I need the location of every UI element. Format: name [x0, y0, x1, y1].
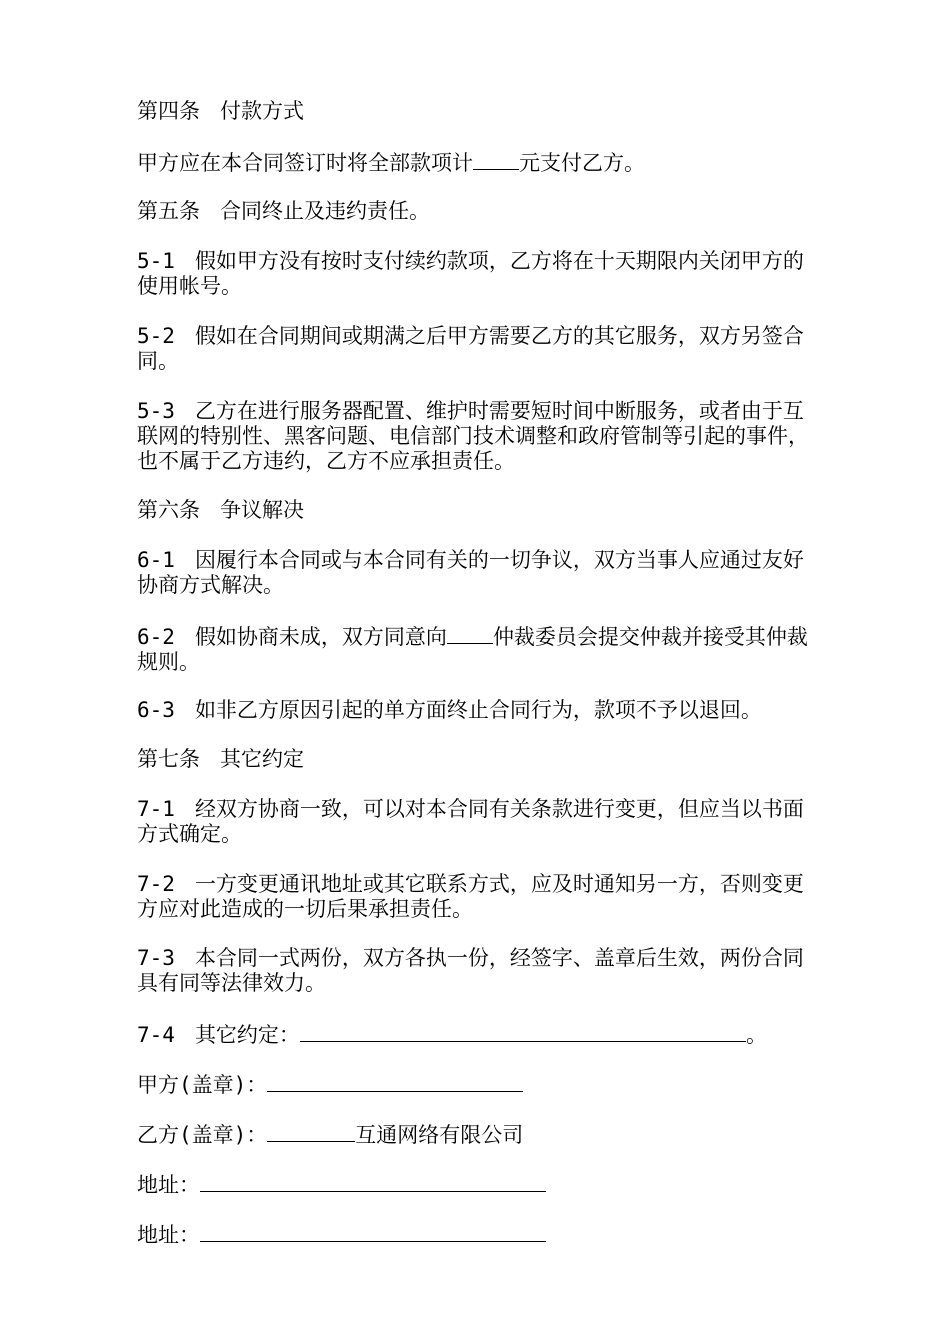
- clause-number: 6-1: [137, 548, 175, 572]
- article-number: 第六条: [137, 498, 200, 522]
- address-a-blank: [200, 1171, 546, 1192]
- payment-text-end: 元支付乙方。: [519, 151, 645, 175]
- address-b-blank: [200, 1221, 546, 1242]
- address-b: [137, 1221, 817, 1248]
- article-7-title: [137, 747, 817, 772]
- clause-6-1: [137, 548, 817, 598]
- article-heading: 争议解决: [220, 498, 304, 522]
- clause-5-1: [137, 249, 817, 299]
- article-4-text: [137, 149, 817, 176]
- clause-text: 假如在合同期间或期满之后甲方需要乙方的其它服务，双方另签合同。: [137, 324, 804, 373]
- clause-text: 经双方协商一致，可以对本合同有关条款进行变更，但应当以书面方式确定。: [137, 797, 804, 846]
- clause-6-2: [137, 623, 817, 675]
- amount-blank: [473, 149, 519, 170]
- clause-label: 其它约定：: [194, 1023, 300, 1047]
- clause-number: 7-1: [137, 797, 175, 821]
- party-a-blank: [267, 1071, 523, 1092]
- clause-end: 。: [745, 1023, 767, 1047]
- article-number: 第五条: [137, 199, 200, 223]
- clause-number: 7-4: [137, 1023, 175, 1047]
- address-a: [137, 1171, 817, 1198]
- article-number: 第七条: [137, 747, 200, 771]
- article-6-title: [137, 498, 817, 523]
- clause-text: 本合同一式两份，双方各执一份，经签字、盖章后生效，两份合同具有同等法律效力。: [137, 946, 804, 995]
- clause-number: 5-1: [137, 249, 175, 273]
- clause-text: 一方变更通讯地址或其它联系方式，应及时通知另一方，否则变更方应对此造成的一切后果承担责任。: [137, 872, 804, 921]
- article-4-title: [137, 99, 817, 124]
- clause-text: 假如协商未成，双方同意向: [194, 625, 447, 649]
- party-b-name: 互通网络有限公司: [355, 1123, 524, 1147]
- party-a-seal: [137, 1071, 817, 1098]
- clause-6-3: [137, 698, 817, 723]
- clause-7-3: [137, 946, 817, 996]
- clause-text: 假如甲方没有按时支付续约款项，乙方将在十天期限内关闭甲方的使用帐号。: [137, 249, 804, 298]
- clause-number: 7-3: [137, 946, 175, 970]
- party-b-label: 乙方(盖章)：: [137, 1123, 268, 1147]
- clause-5-2: [137, 324, 817, 374]
- payment-text: 甲方应在本合同签订时将全部款项计: [137, 151, 473, 175]
- clause-number: 6-3: [137, 698, 175, 722]
- clause-number: 6-2: [137, 625, 175, 649]
- article-heading: 其它约定: [220, 747, 304, 771]
- clause-5-3: [137, 399, 817, 474]
- article-heading: 付款方式: [220, 99, 304, 123]
- party-b-blank: [267, 1121, 355, 1142]
- address-label: 地址：: [137, 1173, 200, 1197]
- article-heading: 合同终止及违约责任。: [220, 199, 430, 223]
- clause-text: 因履行本合同或与本合同有关的一切争议，双方当事人应通过友好协商方式解决。: [137, 548, 804, 597]
- article-5-title: [137, 199, 817, 224]
- clause-7-4: [137, 1021, 817, 1048]
- other-terms-blank: [300, 1021, 746, 1042]
- party-a-label: 甲方(盖章)：: [137, 1073, 268, 1097]
- clause-7-2: [137, 872, 817, 922]
- article-number: 第四条: [137, 99, 200, 123]
- clause-text-end: 仲裁委员会提交仲裁并接受其仲裁规则。: [137, 625, 808, 674]
- address-label: 地址：: [137, 1223, 200, 1247]
- clause-number: 5-2: [137, 324, 175, 348]
- clause-text: 如非乙方原因引起的单方面终止合同行为，款项不予以退回。: [194, 698, 762, 722]
- clause-number: 7-2: [137, 872, 175, 896]
- clause-text: 乙方在进行服务器配置、维护时需要短时间中断服务，或者由于互联网的特别性、黑客问题、电信部门技术调整和政府管制等引起的事件，也不属于乙方违约，乙方不应承担责任。: [137, 399, 809, 473]
- arbitration-blank: [447, 623, 493, 644]
- clause-7-1: [137, 797, 817, 847]
- party-b-seal: [137, 1121, 817, 1148]
- clause-number: 5-3: [137, 399, 175, 423]
